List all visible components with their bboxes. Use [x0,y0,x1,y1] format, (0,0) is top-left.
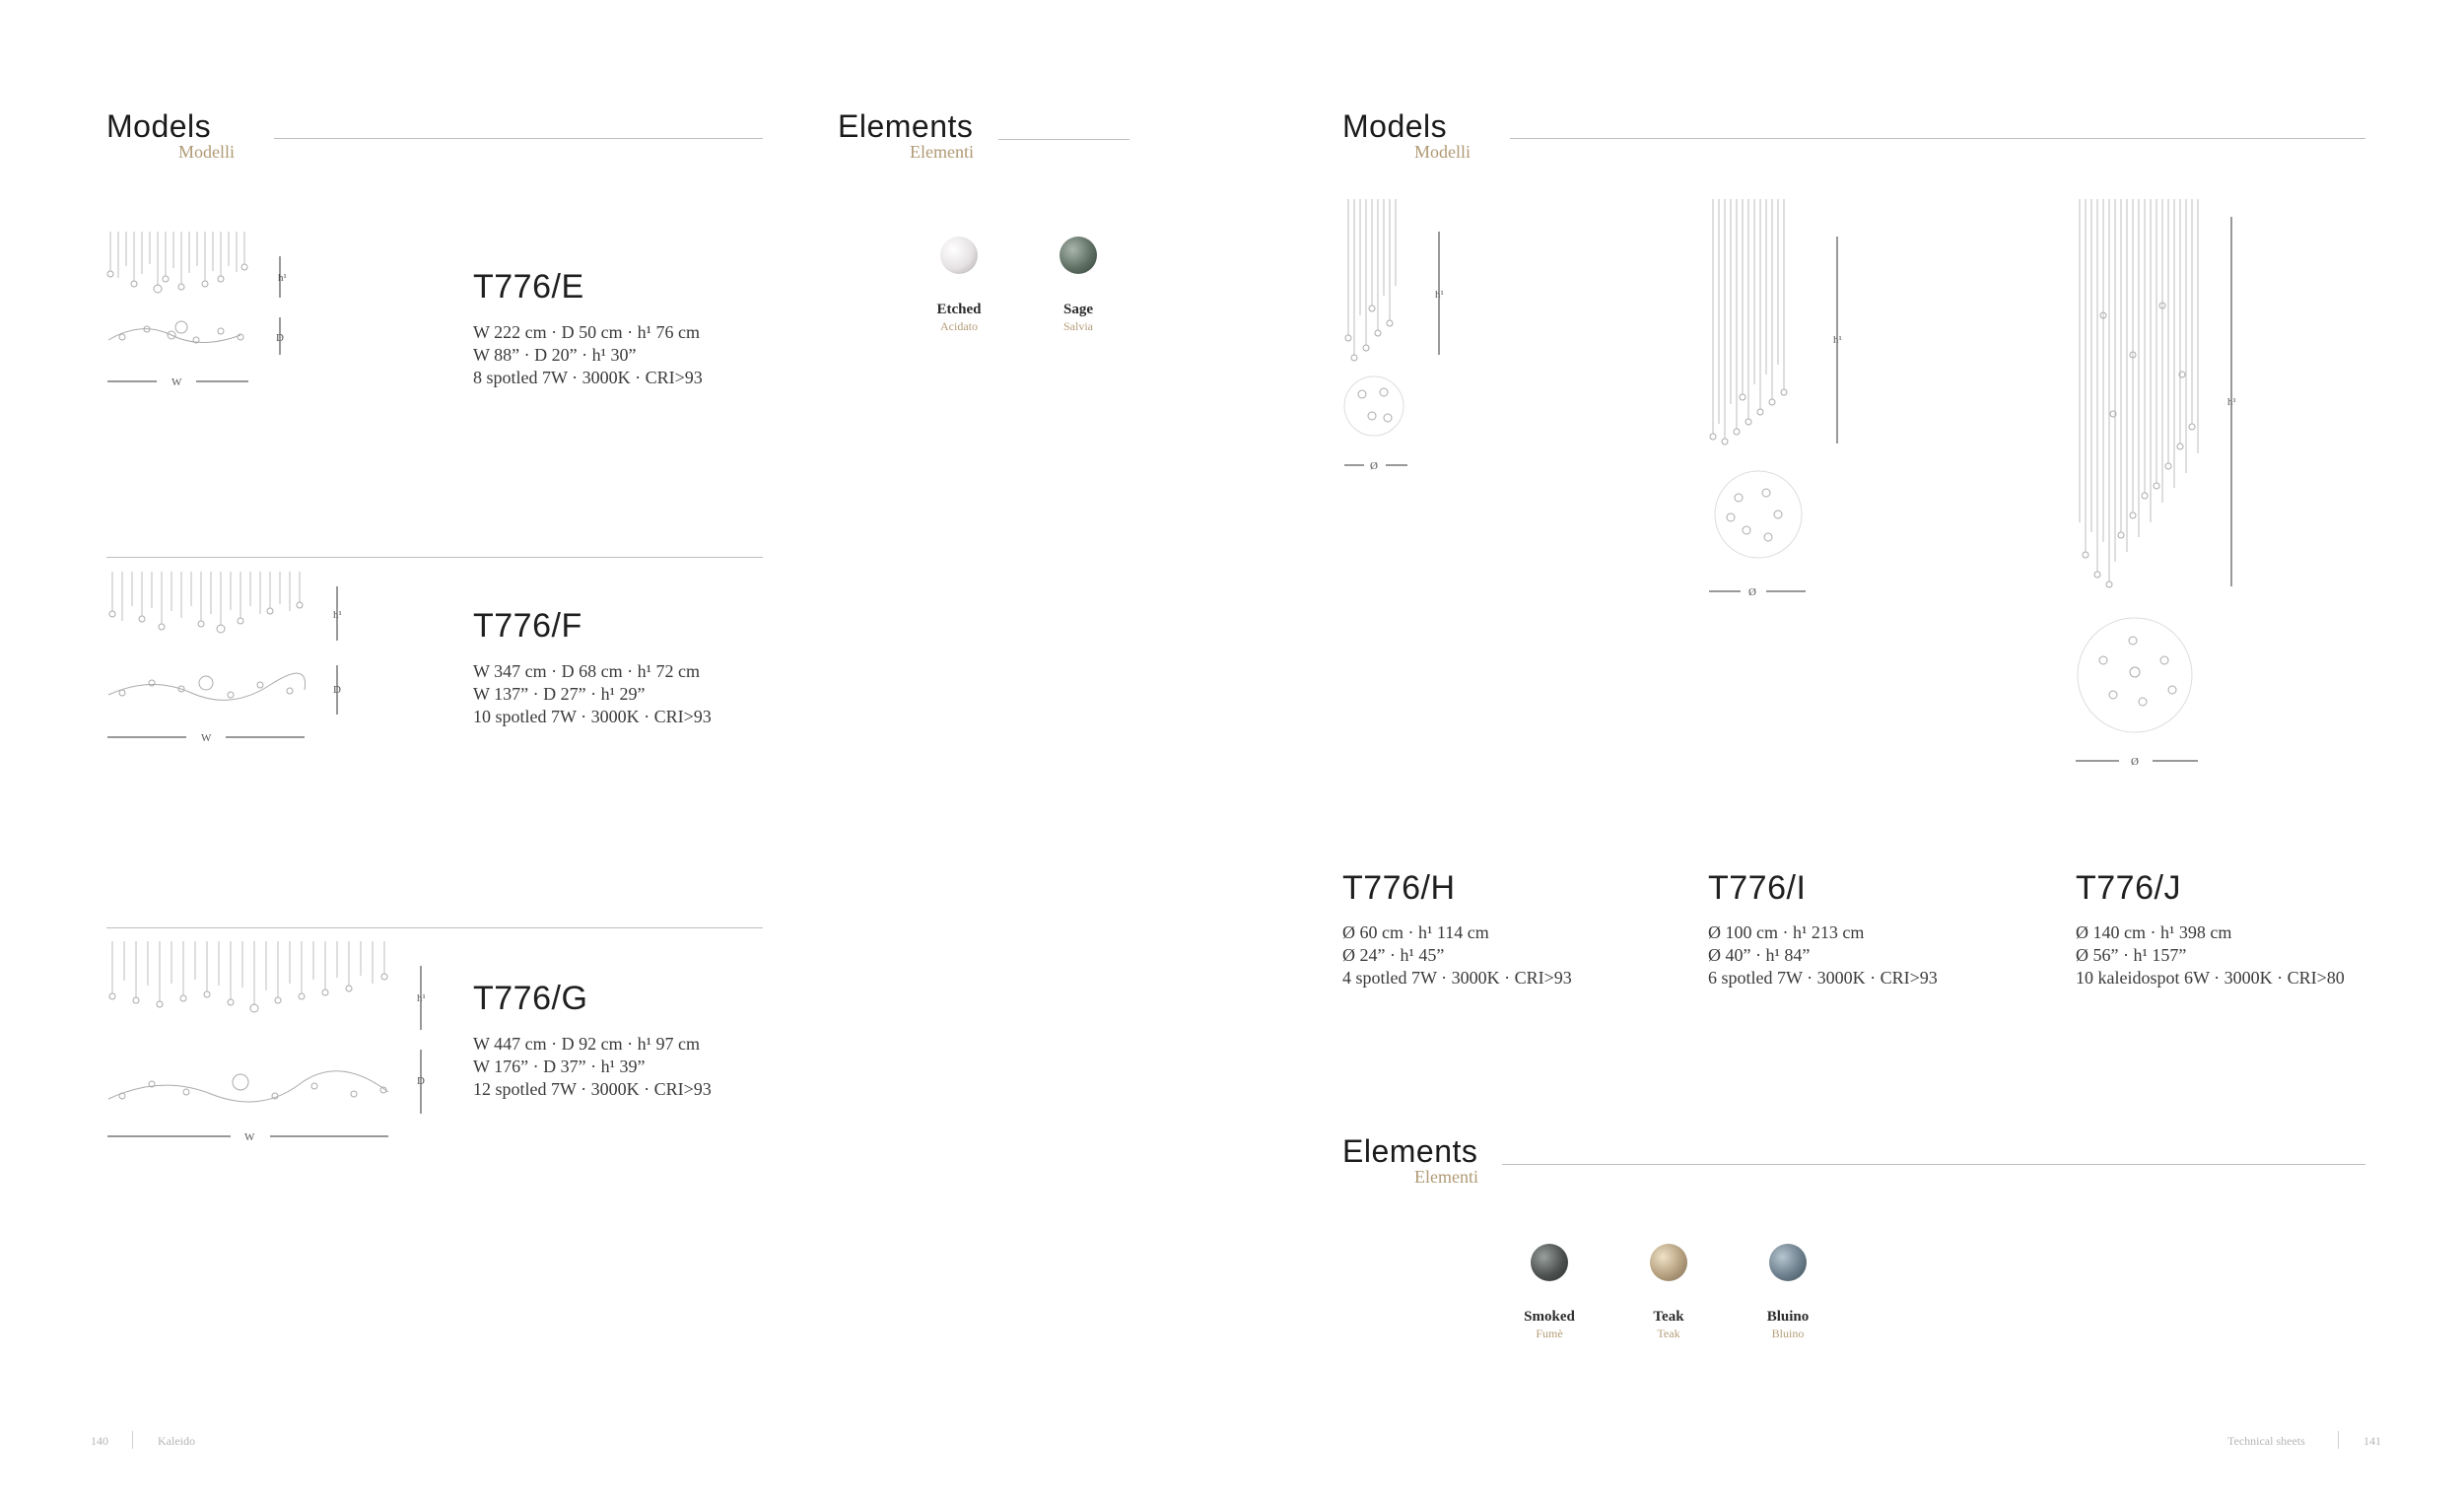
teak-swatch-sub: Teak [1657,1327,1680,1340]
model-divider-1 [106,557,763,558]
model-e-spec-2: W 88” · D 20” · h¹ 30” [473,345,637,365]
models-rule-right [1510,138,2365,139]
elements-subheading-left: Elementi [910,142,974,162]
model-j-h-label: h¹ [2227,396,2236,408]
model-e-drawing [103,227,300,394]
etched-swatch-icon [940,237,978,274]
models-subheading-left: Modelli [178,142,235,162]
model-j-drawing [2074,197,2251,774]
models-rule-left [274,138,763,139]
model-f-spec-3: 10 spotled 7W · 3000K · CRI>93 [473,707,712,726]
model-f-w-label: W [201,732,212,744]
model-j-spec-1: Ø 140 cm · h¹ 398 cm [2076,922,2232,942]
teak-swatch-icon [1650,1244,1687,1281]
model-h-specs [1342,921,1572,989]
model-h-spec-2: Ø 24” · h¹ 45” [1342,945,1445,965]
sage-swatch-label: Sage [1063,302,1093,317]
elements-heading-right: Elements [1342,1133,1478,1169]
model-g-h-label: h¹ [417,992,426,1004]
model-f-spec-2: W 137” · D 27” · h¹ 29” [473,684,646,704]
teak-swatch-label: Teak [1653,1309,1684,1325]
model-g-specs [473,1033,712,1101]
bluino-swatch-sub: Bluino [1771,1327,1805,1340]
elements-rule-left [998,139,1129,140]
left-page-number: 140 [91,1434,108,1448]
model-f-h-label: h¹ [333,609,342,621]
etched-swatch-sub: Acidato [940,319,978,333]
models-subheading-right: Modelli [1414,142,1471,162]
model-e-h-label: h¹ [278,272,287,284]
model-j-spec-3: 10 kaleidospot 6W · 3000K · CRI>80 [2076,968,2345,988]
left-footer-title: Kaleido [158,1434,195,1448]
model-g-d-label: D [417,1075,425,1087]
right-page-number: 141 [2363,1434,2381,1448]
elements-heading-left: Elements [838,108,974,144]
footer-divider-left [132,1431,133,1449]
model-e-spec-1: W 222 cm · D 50 cm · h¹ 76 cm [473,322,701,342]
sage-swatch-icon [1060,237,1097,274]
bluino-swatch-label: Bluino [1766,1309,1810,1325]
model-divider-2 [106,927,763,928]
model-h-drawing [1342,197,1451,483]
elements-rule-right [1502,1164,2365,1165]
model-e-spec-3: 8 spotled 7W · 3000K · CRI>93 [473,368,703,387]
model-h-spec-1: Ø 60 cm · h¹ 114 cm [1342,922,1489,942]
model-f-specs [473,660,712,728]
model-g-spec-1: W 447 cm · D 92 cm · h¹ 97 cm [473,1034,701,1054]
model-f-spec-1: W 347 cm · D 68 cm · h¹ 72 cm [473,661,701,681]
model-g-spec-3: 12 spotled 7W · 3000K · CRI>93 [473,1079,712,1099]
model-h-dia-label: Ø [1370,460,1378,472]
footer-divider-right [2338,1431,2339,1449]
model-j-name: T776/J [2076,869,2181,907]
model-e-specs [473,321,703,389]
smoked-swatch-icon [1531,1244,1568,1281]
models-heading-left: Models [106,108,212,144]
model-i-dia-label: Ø [1748,586,1756,598]
smoked-swatch-label: Smoked [1524,1309,1575,1325]
bluino-swatch-icon [1769,1244,1807,1281]
model-h-name: T776/H [1342,869,1456,907]
model-g-spec-2: W 176” · D 37” · h¹ 39” [473,1057,646,1076]
model-j-dia-label: Ø [2131,756,2139,768]
model-f-drawing [103,567,359,754]
model-h-spec-3: 4 spotled 7W · 3000K · CRI>93 [1342,968,1572,988]
sage-swatch-sub: Salvia [1063,319,1093,333]
model-i-name: T776/I [1708,869,1807,907]
right-footer-title: Technical sheets [2227,1434,2305,1448]
model-g-w-label: W [244,1131,255,1143]
smoked-swatch-sub: Fumè [1536,1327,1563,1340]
model-j-spec-2: Ø 56” · h¹ 157” [2076,945,2187,965]
model-e-d-label: D [276,332,284,344]
model-i-spec-1: Ø 100 cm · h¹ 213 cm [1708,922,1865,942]
model-i-spec-2: Ø 40” · h¹ 84” [1708,945,1811,965]
models-heading-right: Models [1342,108,1448,144]
model-i-specs [1708,921,1938,989]
model-f-name: T776/F [473,607,582,645]
model-i-h-label: h¹ [1833,334,1842,346]
model-e-w-label: W [171,376,182,388]
model-h-h-label: h¹ [1435,289,1444,301]
elements-subheading-right: Elementi [1414,1167,1478,1187]
etched-swatch-label: Etched [936,302,982,317]
model-g-name: T776/G [473,980,588,1017]
model-e-name: T776/E [473,268,584,306]
model-j-specs [2076,921,2345,989]
model-i-spec-3: 6 spotled 7W · 3000K · CRI>93 [1708,968,1938,988]
model-f-d-label: D [333,684,341,696]
model-i-drawing [1707,197,1855,601]
model-g-drawing [103,936,438,1153]
